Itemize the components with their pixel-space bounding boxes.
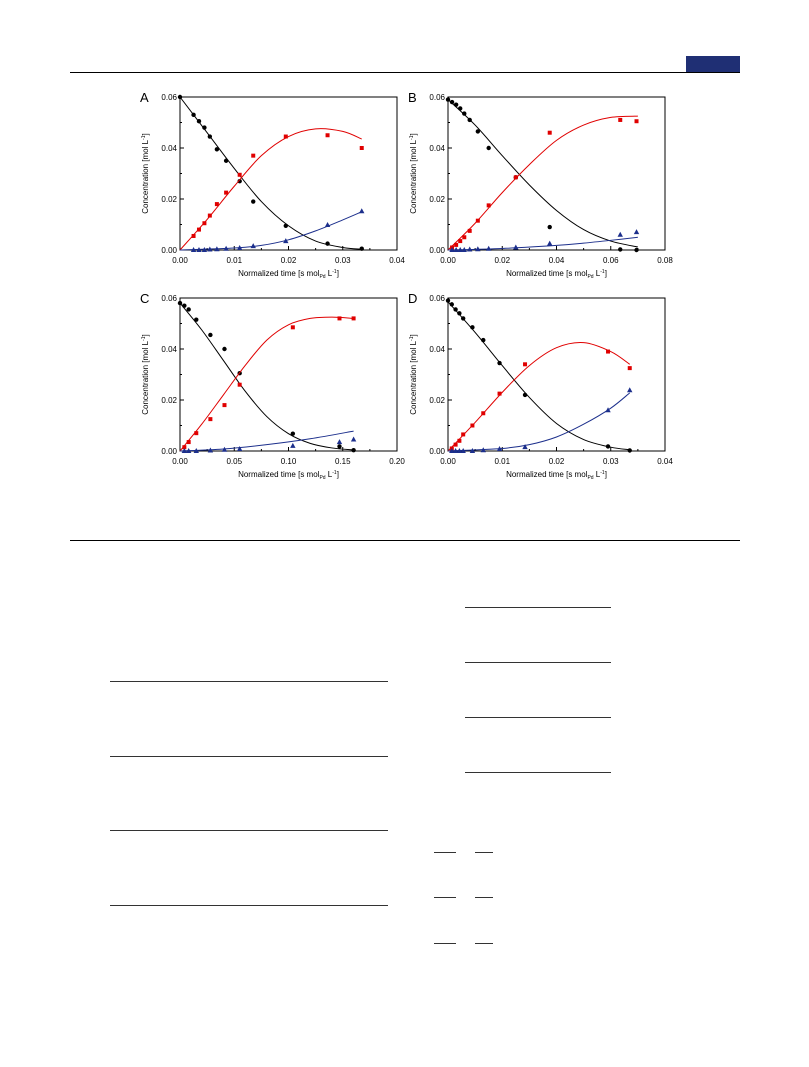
fit-curve bbox=[448, 302, 630, 450]
x-axis-label bbox=[506, 269, 607, 280]
data-point-circle bbox=[191, 113, 195, 117]
y-axis-label-sup: -1 bbox=[409, 336, 415, 341]
data-point-circle bbox=[486, 146, 490, 150]
data-point-circle bbox=[194, 317, 198, 321]
fraction-bar bbox=[434, 943, 456, 944]
data-point-circle bbox=[548, 225, 552, 229]
data-point-square bbox=[523, 362, 527, 366]
fit-curve bbox=[448, 116, 638, 250]
y-tick-label: 0.02 bbox=[429, 195, 445, 204]
y-tick-label: 0.06 bbox=[161, 294, 177, 303]
x-axis-label-close: ] bbox=[336, 269, 339, 278]
data-point-triangle bbox=[359, 208, 364, 213]
data-point-circle bbox=[618, 247, 622, 251]
table-rule bbox=[110, 830, 388, 831]
data-point-square bbox=[548, 131, 552, 135]
series-1 bbox=[446, 97, 639, 252]
y-tick-label: 0.00 bbox=[429, 447, 445, 456]
x-tick-label: 0.03 bbox=[602, 457, 619, 466]
data-point-square bbox=[470, 424, 474, 428]
fit-curve bbox=[180, 97, 362, 249]
plot-frame bbox=[448, 97, 665, 250]
data-point-square bbox=[238, 173, 242, 177]
x-axis-label-sub: Pd bbox=[319, 475, 326, 481]
x-tick-label: 0.00 bbox=[172, 457, 188, 466]
data-point-square bbox=[360, 146, 364, 150]
x-axis-label-main: Normalized time [s mol bbox=[506, 269, 588, 278]
data-point-circle bbox=[458, 106, 462, 110]
x-tick-label: 0.05 bbox=[226, 457, 243, 466]
data-point-circle bbox=[251, 199, 255, 203]
y-tick-label: 0.00 bbox=[161, 246, 177, 255]
data-point-triangle bbox=[513, 244, 518, 249]
table-rule bbox=[465, 607, 611, 608]
data-point-circle bbox=[182, 303, 186, 307]
series-2 bbox=[448, 116, 639, 250]
plot-frame bbox=[180, 97, 397, 250]
fit-curve bbox=[448, 237, 638, 250]
panel-label: A bbox=[140, 90, 149, 105]
data-point-circle bbox=[360, 247, 364, 251]
x-axis-label-tail: L bbox=[593, 269, 601, 278]
data-point-circle bbox=[457, 311, 461, 315]
x-tick-label: 0.00 bbox=[440, 457, 456, 466]
data-point-square bbox=[284, 135, 288, 139]
fit-curve bbox=[448, 343, 630, 451]
data-point-square bbox=[208, 214, 212, 218]
y-axis-label bbox=[141, 133, 150, 214]
x-axis-label-tail: L bbox=[593, 470, 601, 479]
fit-curve bbox=[180, 129, 362, 250]
data-point-circle bbox=[351, 448, 355, 452]
table-rule bbox=[465, 772, 611, 773]
fraction-bar bbox=[475, 897, 493, 898]
y-tick-label: 0.02 bbox=[161, 396, 177, 405]
data-point-circle bbox=[450, 302, 454, 306]
data-point-square bbox=[454, 443, 458, 447]
table-rule bbox=[110, 681, 388, 682]
y-tick-label: 0.02 bbox=[161, 195, 177, 204]
panel-label: B bbox=[408, 90, 417, 105]
y-tick-label: 0.00 bbox=[429, 246, 445, 255]
data-point-triangle bbox=[634, 229, 639, 234]
series-1 bbox=[178, 301, 356, 453]
data-point-square bbox=[202, 221, 206, 225]
data-point-circle bbox=[325, 241, 329, 245]
data-point-circle bbox=[606, 444, 610, 448]
data-point-square bbox=[462, 235, 466, 239]
data-point-triangle bbox=[251, 243, 256, 248]
data-point-circle bbox=[446, 97, 450, 101]
x-tick-label: 0.04 bbox=[548, 256, 565, 265]
x-axis-label-main: Normalized time [s mol bbox=[506, 470, 588, 479]
data-point-triangle bbox=[237, 446, 242, 451]
y-axis-label-close: ] bbox=[409, 334, 418, 337]
table-rule bbox=[465, 717, 611, 718]
y-tick-label: 0.04 bbox=[161, 345, 177, 354]
data-point-square bbox=[476, 219, 480, 223]
x-tick-label: 0.01 bbox=[226, 256, 243, 265]
data-point-circle bbox=[628, 448, 632, 452]
x-axis-label-main: Normalized time [s mol bbox=[238, 269, 320, 278]
x-tick-label: 0.15 bbox=[334, 457, 351, 466]
data-point-square bbox=[606, 350, 610, 354]
data-point-circle bbox=[208, 134, 212, 138]
x-tick-label: 0.02 bbox=[494, 256, 511, 265]
data-point-triangle bbox=[337, 439, 342, 444]
data-point-square bbox=[187, 440, 191, 444]
data-point-square bbox=[291, 325, 295, 329]
data-point-circle bbox=[454, 102, 458, 106]
data-point-square bbox=[197, 228, 201, 232]
x-tick-label: 0.03 bbox=[334, 256, 351, 265]
section-rule bbox=[70, 540, 740, 541]
data-point-square bbox=[514, 175, 518, 179]
data-point-triangle bbox=[325, 222, 330, 227]
header-badge bbox=[686, 56, 740, 72]
data-point-square bbox=[192, 234, 196, 238]
data-point-circle bbox=[284, 224, 288, 228]
x-axis-label-main: Normalized time [s mol bbox=[238, 470, 320, 479]
fit-curve bbox=[180, 317, 354, 451]
y-tick-label: 0.06 bbox=[429, 294, 445, 303]
series-2 bbox=[180, 129, 364, 250]
chart-panel-a bbox=[120, 85, 410, 280]
chart-panel-b bbox=[388, 85, 678, 280]
x-tick-label: 0.20 bbox=[389, 457, 405, 466]
fraction-bar bbox=[475, 852, 493, 853]
data-point-circle bbox=[468, 118, 472, 122]
series-3 bbox=[180, 431, 356, 453]
data-point-circle bbox=[178, 301, 182, 305]
x-tick-label: 0.04 bbox=[389, 256, 405, 265]
data-point-square bbox=[337, 316, 341, 320]
plot-frame bbox=[180, 298, 397, 451]
series-1 bbox=[178, 95, 364, 251]
x-axis-label-close: ] bbox=[336, 470, 339, 479]
table-rule bbox=[465, 662, 611, 663]
y-axis-label bbox=[141, 334, 150, 415]
data-point-circle bbox=[215, 147, 219, 151]
x-axis-label-sub: Pd bbox=[587, 475, 594, 481]
x-tick-label: 0.00 bbox=[440, 256, 456, 265]
data-point-square bbox=[454, 243, 458, 247]
data-point-circle bbox=[634, 248, 638, 252]
data-point-circle bbox=[178, 95, 182, 99]
y-axis-label bbox=[409, 133, 418, 214]
x-axis-label-tail: L bbox=[325, 269, 333, 278]
data-point-circle bbox=[461, 316, 465, 320]
x-tick-label: 0.10 bbox=[280, 457, 297, 466]
data-point-circle bbox=[470, 325, 474, 329]
data-point-square bbox=[251, 154, 255, 158]
x-tick-label: 0.04 bbox=[657, 457, 673, 466]
x-tick-label: 0.01 bbox=[494, 457, 511, 466]
data-point-circle bbox=[202, 125, 206, 129]
x-tick-label: 0.02 bbox=[280, 256, 297, 265]
data-point-circle bbox=[222, 347, 226, 351]
data-point-square bbox=[352, 316, 356, 320]
plot-frame bbox=[448, 298, 665, 451]
fraction-bar bbox=[434, 852, 456, 853]
y-tick-label: 0.06 bbox=[161, 93, 177, 102]
x-axis-label-sup: -1 bbox=[600, 269, 605, 275]
data-point-square bbox=[326, 133, 330, 137]
data-point-square bbox=[194, 431, 198, 435]
chart-panel-d bbox=[388, 286, 678, 481]
x-axis-label-sup: -1 bbox=[600, 470, 605, 476]
data-point-circle bbox=[446, 298, 450, 302]
y-axis-label-sup: -1 bbox=[141, 135, 147, 140]
table-rule bbox=[110, 756, 388, 757]
data-point-circle bbox=[497, 361, 501, 365]
x-tick-label: 0.08 bbox=[657, 256, 673, 265]
data-point-square bbox=[461, 432, 465, 436]
x-tick-label: 0.06 bbox=[602, 256, 619, 265]
x-axis-label bbox=[506, 470, 607, 481]
data-point-square bbox=[628, 366, 632, 370]
data-point-circle bbox=[208, 333, 212, 337]
data-point-square bbox=[635, 119, 639, 123]
data-point-square bbox=[468, 229, 472, 233]
x-axis-label-sub: Pd bbox=[587, 274, 594, 280]
data-point-circle bbox=[481, 338, 485, 342]
y-tick-label: 0.06 bbox=[429, 93, 445, 102]
x-axis-label-sup: -1 bbox=[332, 470, 337, 476]
y-axis-label-sup: -1 bbox=[141, 336, 147, 341]
y-axis-label-close: ] bbox=[409, 133, 418, 136]
header-rule bbox=[70, 72, 740, 73]
table-rule bbox=[110, 905, 388, 906]
x-axis-label-close: ] bbox=[604, 470, 607, 479]
x-axis-label bbox=[238, 470, 339, 481]
data-point-circle bbox=[476, 129, 480, 133]
panel-label: C bbox=[140, 291, 150, 306]
y-axis-label-close: ] bbox=[141, 334, 150, 337]
chart-panel-c bbox=[120, 286, 410, 481]
data-point-square bbox=[222, 403, 226, 407]
series-3 bbox=[448, 387, 632, 453]
fit-curve bbox=[448, 100, 638, 247]
x-tick-label: 0.00 bbox=[172, 256, 188, 265]
data-point-square bbox=[457, 439, 461, 443]
data-point-triangle bbox=[290, 443, 295, 448]
y-axis-label-main: Concentration [mol L bbox=[409, 340, 418, 415]
y-tick-label: 0.00 bbox=[161, 447, 177, 456]
data-point-circle bbox=[453, 307, 457, 311]
data-point-triangle bbox=[627, 387, 632, 392]
data-point-triangle bbox=[605, 407, 610, 412]
series-2 bbox=[448, 343, 632, 451]
data-point-circle bbox=[197, 119, 201, 123]
y-axis-label-close: ] bbox=[141, 133, 150, 136]
y-axis-label-sup: -1 bbox=[409, 135, 415, 140]
panel-label: D bbox=[408, 291, 418, 306]
data-point-triangle bbox=[486, 246, 491, 251]
y-axis-label-main: Concentration [mol L bbox=[141, 139, 150, 214]
fit-curve bbox=[180, 212, 362, 250]
data-point-square bbox=[215, 202, 219, 206]
data-point-square bbox=[208, 417, 212, 421]
data-point-square bbox=[618, 118, 622, 122]
data-point-square bbox=[481, 411, 485, 415]
y-tick-label: 0.02 bbox=[429, 396, 445, 405]
data-point-triangle bbox=[351, 437, 356, 442]
x-axis-label bbox=[238, 269, 339, 280]
y-tick-label: 0.04 bbox=[429, 144, 445, 153]
data-point-triangle bbox=[547, 241, 552, 246]
y-axis-label bbox=[409, 334, 418, 415]
data-point-triangle bbox=[618, 232, 623, 237]
data-point-square bbox=[238, 383, 242, 387]
y-tick-label: 0.04 bbox=[161, 144, 177, 153]
data-point-square bbox=[487, 203, 491, 207]
fit-curve bbox=[180, 303, 354, 450]
data-point-circle bbox=[224, 159, 228, 163]
data-point-circle bbox=[523, 393, 527, 397]
x-axis-label-close: ] bbox=[604, 269, 607, 278]
data-point-circle bbox=[186, 307, 190, 311]
x-axis-label-tail: L bbox=[325, 470, 333, 479]
fit-curve bbox=[180, 431, 354, 451]
fraction-bar bbox=[434, 897, 456, 898]
data-point-circle bbox=[462, 111, 466, 115]
data-point-square bbox=[224, 191, 228, 195]
data-point-circle bbox=[337, 444, 341, 448]
fraction-bar bbox=[475, 943, 493, 944]
data-point-circle bbox=[450, 100, 454, 104]
series-3 bbox=[180, 208, 364, 252]
x-tick-label: 0.02 bbox=[548, 457, 565, 466]
y-tick-label: 0.04 bbox=[429, 345, 445, 354]
x-axis-label-sub: Pd bbox=[319, 274, 326, 280]
data-point-square bbox=[498, 392, 502, 396]
series-1 bbox=[446, 298, 632, 452]
y-axis-label-main: Concentration [mol L bbox=[409, 139, 418, 214]
y-axis-label-main: Concentration [mol L bbox=[141, 340, 150, 415]
data-point-circle bbox=[291, 431, 295, 435]
x-axis-label-sup: -1 bbox=[332, 269, 337, 275]
data-point-square bbox=[458, 239, 462, 243]
